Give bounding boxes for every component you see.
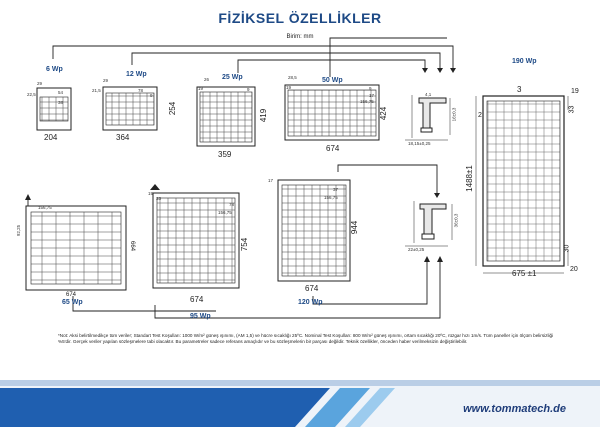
panel-25wp: [197, 87, 255, 146]
dim-small: 19: [198, 86, 204, 91]
website-link[interactable]: www.tommatech.de: [463, 403, 566, 415]
dim-small: 78: [229, 202, 235, 207]
panel-190wp: [476, 96, 571, 273]
footer-band: [0, 376, 600, 427]
dim-small: 26: [204, 77, 210, 82]
callout-lines-top: [53, 38, 453, 77]
dim-25wp-height: 419: [259, 108, 269, 123]
dim-95wp-height: 754: [240, 237, 250, 252]
panel-50wp: [285, 85, 379, 140]
dim-50wp-width: 674: [326, 144, 340, 153]
dim-small: 9: [150, 93, 153, 98]
dim-small: 92,25: [16, 224, 22, 237]
dim-small: 16±0,3: [451, 107, 457, 122]
frame-profile-a: [405, 95, 450, 140]
dim-small: 21,5: [92, 88, 101, 93]
panel-12wp: [103, 87, 157, 130]
dim-small: 156,75: [218, 210, 232, 215]
label-190wp: 190 Wp: [512, 58, 537, 65]
dim-small: 18,15±0,25: [408, 141, 431, 146]
dim-small: 9: [369, 86, 372, 91]
dim-120wp-width: 674: [305, 284, 319, 293]
dim-small: 78: [138, 88, 144, 93]
label-25wp: 25 Wp: [222, 74, 243, 81]
label-65wp: 65 Wp: [62, 299, 83, 306]
dim-190: 3: [517, 85, 522, 94]
label-6wp: 6 Wp: [46, 66, 63, 73]
label-50wp: 50 Wp: [322, 77, 343, 84]
dim-small: 33: [156, 196, 162, 201]
dim-small: 37: [333, 187, 339, 192]
dim-6wp-width: 204: [44, 133, 58, 142]
label-95wp: 95 Wp: [190, 313, 211, 320]
footnote-text: *Not: Aksi belirtilmedikçe tüm veriler; Standart Test Koşulları: 1000 W/m² güneş ışınımı, (AM 1,5) ve hücre sıcaklığı 25ºC. Nominal Test Koşulları: 800 W/m² güneş ışınımı, ortam sıcaklığı 20ºC, rüzgar hızı 1m/s. Tüm paneller için ölçüm belirsizliği %5'dir. Gerçek veriler yapılan sözleşmelere tabi olacaktır. Bu parametreler sadece referans amaçlıdır ve bu sözleşmelerin bir parçası değildir. Teknik özellikler, önceden haber verilmeksizin değiştirilebilir.: [58, 333, 554, 345]
dim-small: 54: [58, 90, 64, 95]
panel-65wp: [26, 206, 126, 290]
dim-190-height: 1488±1: [464, 165, 474, 192]
dim-small: 38: [58, 100, 64, 105]
unit-label: Birim: mm: [286, 34, 314, 40]
label-12wp: 12 Wp: [126, 71, 147, 78]
dim-190: 2: [478, 112, 482, 119]
callout-arrowheads-top: [422, 68, 456, 73]
dim-190: 30: [563, 244, 571, 253]
dim-small: 29: [37, 81, 43, 86]
dim-190: 19: [571, 88, 579, 95]
dim-12wp-width: 364: [116, 133, 130, 142]
dim-small: 156,75: [38, 205, 52, 210]
dim-small: 19: [148, 191, 154, 196]
dim-small: 17: [369, 93, 375, 98]
dim-190: 20: [570, 266, 578, 273]
dim-120wp-height: 944: [350, 220, 360, 235]
dim-25wp-width: 359: [218, 150, 232, 159]
dim-small: 28,5: [288, 75, 297, 80]
dim-12wp-height: 254: [168, 101, 178, 116]
label-120wp: 120 Wp: [298, 299, 323, 306]
panel-6wp: [37, 88, 71, 130]
dim-190: 33: [568, 105, 576, 114]
panel-120wp: [278, 180, 350, 281]
dim-small: 22±0,25: [408, 247, 425, 252]
dim-small: 156,75: [324, 195, 338, 200]
dim-small: 19: [286, 85, 292, 90]
dim-95wp-width: 674: [190, 295, 204, 304]
panel-95wp: [153, 193, 239, 288]
dim-small: 17: [268, 178, 274, 183]
dim-small: 29: [103, 78, 109, 83]
dim-small: 36±0,3: [453, 213, 459, 228]
dim-50wp-height: 424: [379, 106, 389, 121]
dim-65wp-width: 674: [66, 292, 77, 298]
dim-small: 9: [247, 87, 250, 92]
frame-profile-b: [405, 201, 452, 246]
dim-190-width: 675 ±1: [512, 269, 537, 278]
dim-small: 4,1: [425, 92, 432, 97]
dim-small: 22,5: [27, 92, 36, 97]
dim-65wp-height: 664: [129, 240, 136, 252]
dim-small: 156,75: [360, 99, 374, 104]
page-title: FİZİKSEL ÖZELLİKLER: [218, 10, 382, 26]
